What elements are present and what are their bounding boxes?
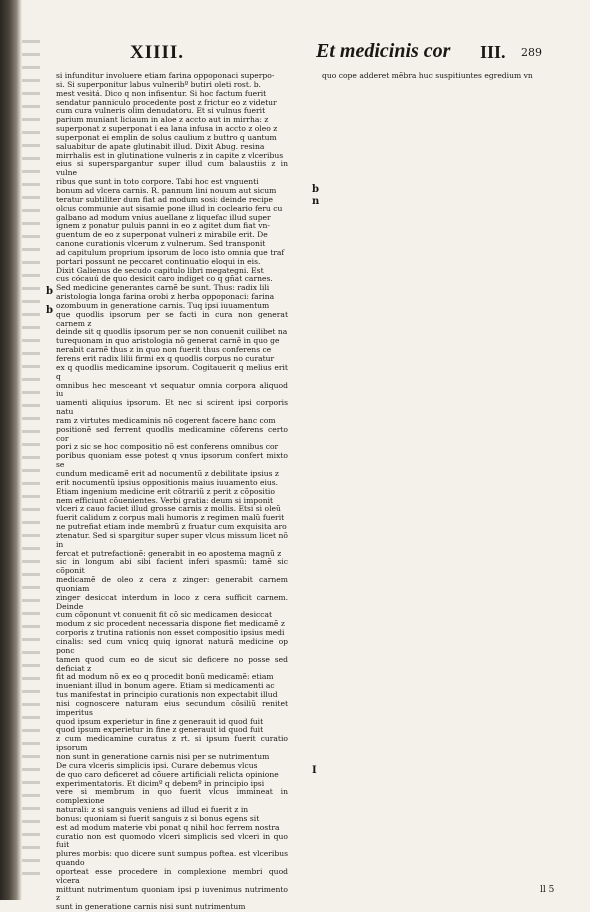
text-line: superponat ei emplin de solus caulium z buttro q uantum [56,132,277,142]
text-line: nerabit carnẽ thus z in quo non fuerit thus conferens ce [56,345,272,355]
left-text-column [56,71,288,912]
text-line: pori z sic se hoc compositio nõ est conferens omnibus cor [56,442,279,452]
text-line: teratur subtiliter dum fiat ad modum sosi: deinde recipe [56,194,274,204]
text-line: eius si superspargantur super illud cum balaustiis z in vulne [56,159,288,178]
text-line: guentum de eo z superponat vulneri z mirabile erit. De [56,230,268,240]
text-line: mittunt nutrimentum quoniam ipsi p iuvenimus nutrimento z [56,884,288,903]
text-line: fercat et putrefactionẽ: generabit in eo apostema magnũ z [56,548,282,558]
signature-mark: ll 5 [540,885,555,895]
text-line: canone curationis vlcerum z vulnerum. Sed transponit [56,239,266,249]
text-line: tamen quod cum eo de sicut sic deficere no posse sed deficiat z [56,654,288,673]
text-line: tus manifestat in principio curationis non expectabit illud [56,690,278,700]
text-line: mirrhalis est in glutinatione vulneris z in capite z vlceribus [56,150,284,160]
text-line: sunt in generatione carnis nisi sunt nutrimentum [56,902,246,912]
text-line: omnibus hec mesceant vt sequatur omnia corpora aliquod iu [56,380,288,399]
text-line: bonus: quoniam si fuerit sanguis z si bonus egens sit [56,813,260,823]
text-line: deinde sit q quodlis ipsorum per se non conuenit cuilibet na [56,327,288,337]
text-line: corporis z trutina rationis non esset compositio ipsius medi [56,628,285,638]
text-line: erit nocumentũ ipsius oppositionis maius iuuamento eius. [56,477,279,487]
text-line: portari possunt ne peccaret continuatio eloqui in eis. [56,256,261,266]
text-line: Sed medicine generantes carnẽ be sunt. Thus: radix lili [56,283,270,293]
text-line: uamenti aliquius ipsorum. Et nec si scirent ipsi corporis natu [56,398,288,417]
text-line: plures morbis: quo dicere sunt sumpus poftea. est vlceribus quando [56,849,288,868]
text-line: quod ipsum experietur in fine z generauit id quod fuit [56,725,264,735]
text-line: poribus quoniam esse potest q vnus ipsorum confert mixto se [56,451,288,470]
text-line: saluabitur de apate glutinabit illud. Dixit Abug. resina [56,141,265,151]
running-title: Et medicinis cor [316,40,451,62]
text-line: de quo caro deficeret ad cõuere artificiali relicta opinione [56,769,279,779]
text-line: non sunt in generatione carnis nisi per se nutrimentum [56,751,270,761]
text-line: positionẽ sed ferrent quodlis medicamine cõferens certo cor [56,424,288,443]
margin-letter-b: b [46,286,53,297]
text-line: ztenatur. Sed si spargitur super super vlcus missum licet nõ in [56,530,288,549]
text-line: modum z sic procedent necessaria dispone fiet medicamẽ z [56,619,285,629]
margin-letter-n: n [312,196,320,207]
text-line: cus cócauú de quo desicit caro indiget co q gñat carnes. [56,274,273,284]
text-line: fuerit calidum z corpus mali humoris z regimen malũ fuerit [56,513,285,523]
text-line: vere si membrum in quo fuerit vlcus immineat in complexione [56,787,288,806]
text-line: curatio non est quomodo vlceri simplicis sed vlceri in quo fuit [56,831,288,850]
text-line: est ad modum materie vbi ponat q nihil hoc ferrem nostra [56,822,280,832]
text-line: ribus que sunt in toto corpore. Tabi hoc est vnguenti [56,177,259,187]
text-line: naturali: z si sanguis veniens ad illud ei fuerit z in [56,805,249,815]
text-line: ex q quodlis medicamine ipsorum. Cogitauerit q melius erit q [56,362,288,381]
text-line: cinalis: sed cum vnicq quiq ignorat naturã medicine op ponc [56,637,288,655]
text-line: aristologia longa farina orobi z herba oppoponaci: farina [56,292,275,302]
text-line: galbano ad modum vnius auellane z liquefac illud super [56,212,271,222]
text-line: ozombuum in generatione carnis. Tuq ipsi iuuamentum [56,300,270,310]
text-line: sendatur panniculo procedente post z frictur eo z videtur [56,97,277,107]
text-line: olcus communie aut sisamie pone illud in cocleario feru cu [56,203,283,213]
folio-right: 289 [521,46,542,59]
text-line: Dixit Galienus de secudo capitulo libri megategni. Est [56,265,264,275]
text-line: fit ad modum nõ ex eo q procedit bonũ medicamẽ: etiam [56,672,274,682]
margin-letter-b2: b [46,305,53,316]
text-line: vlceri z cauo faciet illud grosse carnis z mollis. Etsi si oleũ [56,504,281,514]
text-line: oporteat esse procedere in complexione membri quod vlcera [56,866,288,885]
folio-left: XIIII. [130,42,185,63]
text-line: superponat z superponat i ea lana infusa in accto z oleo z [56,124,278,134]
text-line: inueniant illud in bonum agere. Etiam si medicamenti ac [56,681,275,691]
text-line: ne putrefiat etiam inde membrũ z fruatur cum exquisita aro [56,522,287,532]
text-line: nem efficiunt cõuenientes. Verbi gratia: deum si imponit [56,495,274,505]
margin-letter-b-right: b [312,184,319,195]
text-line: si. Si superponitur labus vulneribº butiri oleti rost. b. [56,79,261,89]
text-line: Etiam ingenium medicine erit cõtrariũ z perit z cõpositio [56,486,275,496]
text-line: si infunditur involuere etiam farina oppoponaci superpo- [56,71,275,80]
book-binding-edge [0,0,22,900]
text-line: ad capitulum proprium ipsorum de loco isto omnia que traf [56,247,285,257]
gutter-show-through [22,40,40,880]
text-line: z cum medicamine curatus z rt. si ipsum fuerit curatio ipsorum [56,734,288,753]
text-line: bonum ad vlcera carnis. R. pannum lini nouum aut sicum [56,185,277,195]
running-number: III. [480,42,506,62]
text-line: ram z virtutes medicaminis nõ cogerent facere hanc com [56,415,276,425]
text-line: experimentatoris. Et dicimº q debemº in principio ipsi [56,778,265,788]
text-line: medicamẽ de oleo z cera z zinger: generabit carnem quoniam [56,575,288,593]
text-line: quod ipsum experietur in fine z generauit id quod fuit [56,716,264,726]
text-line: ignem z ponatur puluis panni in eo z agitet dum fiat vn- [56,221,270,231]
text-line: cundum medicamẽ erit ad nocumentũ z debilitate ipsius z [56,468,279,478]
text-line: sic in longum abi sibi facient inferi spasmũ: tamẽ sic cõponit [56,557,288,576]
text-line: parium muniant liciaum in aloe z accto aut in mirrha: z [56,115,269,125]
text-line: cum cõponunt vt conuenit fit cõ sic medicamen desiccat [56,610,273,620]
text-line: turequonam in quo aristologia nõ generat carnẽ in quo ge [56,336,280,346]
text-line: nisi cognoscere naturam eius secundum cõsiliũ renitet imperitus [56,698,288,717]
text-line: ferens erit radix lilii firmi ex q quodlis corpus no curatur [56,354,275,363]
text-line: que quodlis ipsorum per se facti in cura non generat carnem z [56,309,288,328]
right-text-column [322,72,562,884]
text-line: zinger desiccat interdum in loco z cera sufficit carnem. Deinde [56,592,288,611]
text-line: cum cura vulneris olim denudatoru. Et si vulnus fuerit [56,106,266,116]
margin-letter-i: I [312,765,317,776]
text-line: quo cope adderet mẽbra huc suspitiuntes egredium vn [322,71,533,80]
text-line: mest vesitá. Dico q non infisentur. Si hoc factum fuerit [56,88,267,98]
text-line: De cura vlceris simplicis ipsi. Curare debemus vlcus [56,760,258,770]
